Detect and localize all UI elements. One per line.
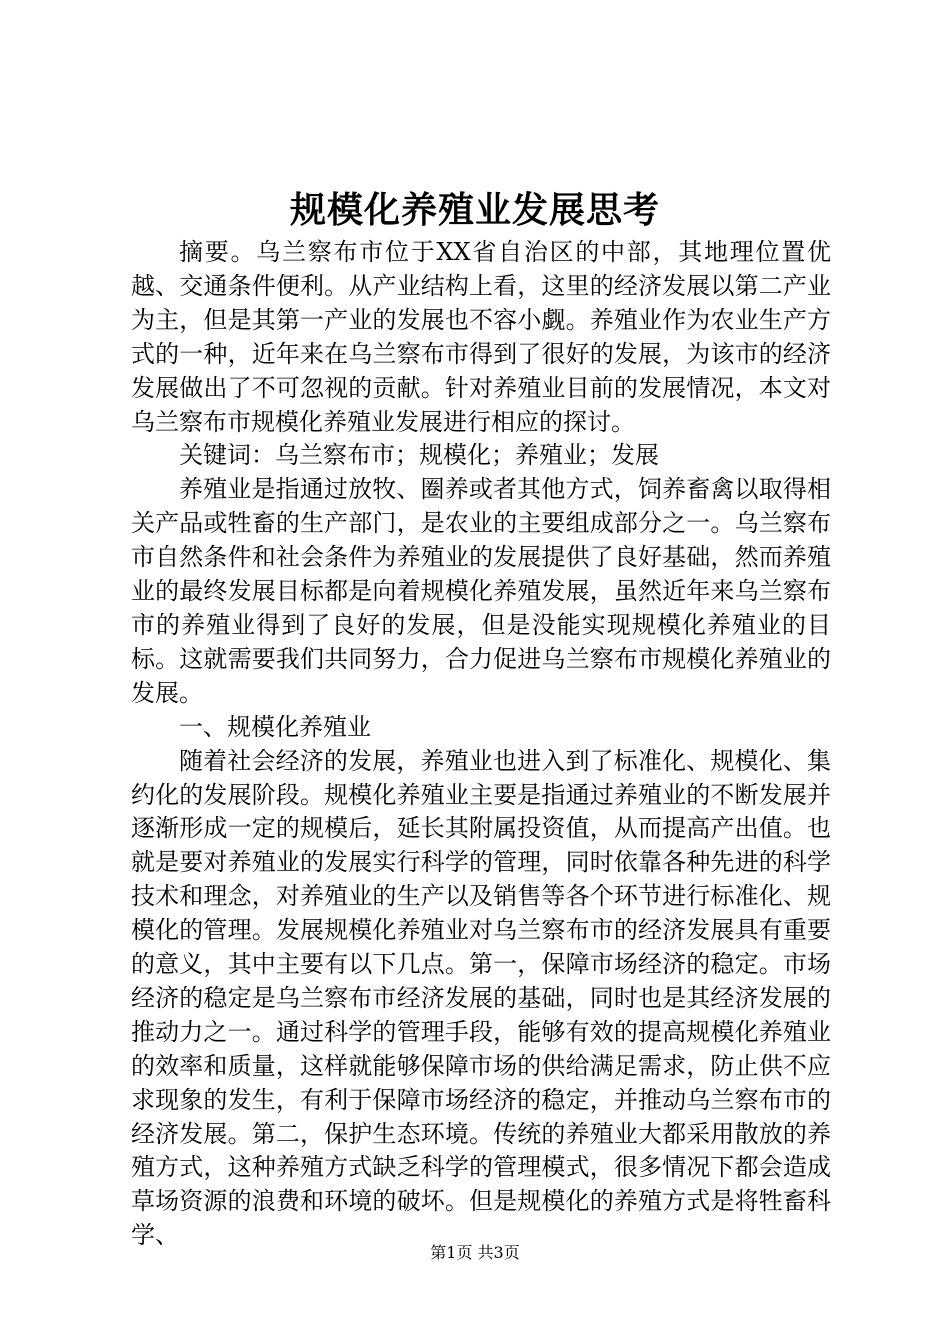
section-paragraph: 随着社会经济的发展，养殖业也进入到了标准化、规模化、集约化的发展阶段。规模化养殖业主要是指通过养殖业的不断发展并逐渐形成一定的规模后，延长其附属投资值，从而提高产出值。也就是要对养殖业的发展实行科学的管理，同时依靠各种先进的科学技术和理念，对养殖业的生产以及销售等各个环节进行标准化、规模化的管理。发展规模化养殖业对乌兰察布市的经济发展具有重要的意义，其中主要有以下几点。第一，保障市场经济的稳定。市场经济的稳定是乌兰察布市经济发展的基础，同时也是其经济发展的推动力之一。通过科学的管理手段，能够有效的提高规模化养殖业的效率和质量，这样就能够保障市场的供给满足需求，防止供不应求现象的发生，有利于保障市场经济的稳定，并推动乌兰察布市的经济发展。第二，保护生态环境。传统的养殖业大都采用散放的养殖方式，这种养殖方式缺乏科学的管理模式，很多情况下都会造成草场资源的浪费和环境的破坏。但是规模化的养殖方式是将牲畜科学、: [131, 746, 831, 1250]
document-body: [131, 236, 831, 1253]
document-title: 规模化养殖业发展思考: [289, 189, 660, 231]
page-footer: 第1页 共3页: [430, 1243, 520, 1262]
abstract-paragraph: 摘要。乌兰察布市位于XX省自治区的中部，其地理位置优越、交通条件便利。从产业结构上看，这里的经济发展以第二产业为主，但是其第一产业的发展也不容小觑。养殖业作为农业生产方式的一种，近年来在乌兰察布市得到了很好的发展，为该市的经济发展做出了不可忽视的贡献。针对养殖业目前的发展情况，本文对乌兰察布市规模化养殖业发展进行相应的探讨。: [131, 238, 831, 436]
section-heading: 一、规模化养殖业: [179, 712, 371, 741]
intro-paragraph: 养殖业是指通过放牧、圈养或者其他方式，饲养畜禽以取得相关产品或牲畜的生产部门，是农业的主要组成部分之一。乌兰察布市自然条件和社会条件为养殖业的发展提供了良好基础，然而养殖业的最终发展目标都是向着规模化养殖发展，虽然近年来乌兰察布市的养殖业得到了良好的发展，但是没能实现规模化养殖业的目标。这就需要我们共同努力，合力促进乌兰察布市规模化养殖业的发展。: [131, 475, 831, 707]
keywords-paragraph: 关键词：乌兰察布市；规模化；养殖业；发展: [179, 441, 659, 470]
